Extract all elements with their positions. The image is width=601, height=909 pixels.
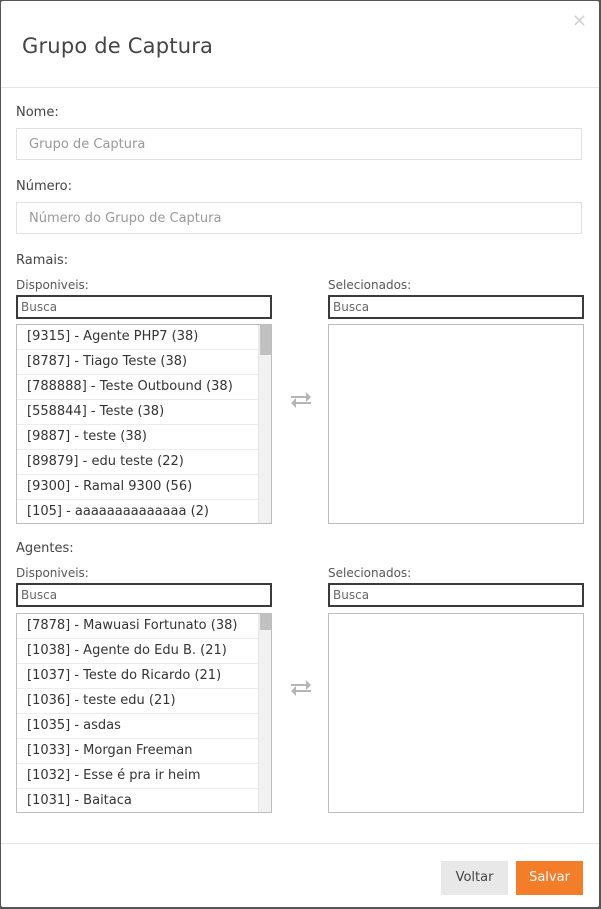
list-item[interactable]: [1038] - Agente do Edu B. (21) [17,639,258,664]
list-item[interactable]: [105] - aaaaaaaaaaaaaa (2) [17,500,258,524]
ramais-selected-list[interactable] [328,324,584,524]
list-item[interactable]: [1031] - Baitaca [17,789,258,813]
list-item[interactable]: [1032] - Esse é pra ir heim [17,764,258,789]
list-item[interactable]: [1035] - asdas [17,714,258,739]
modal-dialog [1,1,599,907]
numero-input[interactable] [16,202,582,234]
close-icon[interactable]: × [571,10,587,31]
swap-arrows-icon[interactable] [289,390,313,410]
list-item[interactable]: [7878] - Mawuasi Fortunato (38) [17,614,258,639]
ramais-selected-search[interactable] [328,295,584,319]
list-item[interactable]: [1036] - teste edu (21) [17,689,258,714]
agentes-available-list[interactable] [16,613,272,813]
modal-footer [1,843,599,908]
ramais-available-list[interactable] [16,324,272,524]
list-item[interactable]: [788888] - Teste Outbound (38) [17,375,258,400]
ramais-label: Ramais: [16,253,69,268]
list-item[interactable]: [9300] - Ramal 9300 (56) [17,475,258,500]
nome-label: Nome: [16,105,59,120]
agentes-scroll-thumb[interactable] [260,614,271,630]
swap-arrows-icon[interactable] [289,678,313,698]
back-button[interactable]: Voltar [441,861,508,895]
list-item[interactable]: [8787] - Tiago Teste (38) [17,350,258,375]
agentes-available-search[interactable] [16,583,272,607]
agentes-label: Agentes: [16,541,74,556]
list-item[interactable]: [558844] - Teste (38) [17,400,258,425]
ramais-selected-label: Selecionados: [328,278,412,292]
numero-label: Número: [16,179,73,194]
list-item[interactable]: [9315] - Agente PHP7 (38) [17,325,258,350]
agentes-selected-list[interactable] [328,613,584,813]
agentes-selected-label: Selecionados: [328,566,412,580]
ramais-scroll-thumb[interactable] [260,325,271,355]
save-button[interactable]: Salvar [516,861,583,895]
ramais-available-items [17,325,258,524]
agentes-available-label: Disponiveis: [16,566,89,580]
modal-header [1,1,599,88]
ramais-available-label: Disponiveis: [16,278,89,292]
agentes-available-items [17,614,258,813]
agentes-selected-search[interactable] [328,583,584,607]
page-title: Grupo de Captura [22,34,214,58]
list-item[interactable]: [1033] - Morgan Freeman [17,739,258,764]
ramais-scrollbar[interactable] [258,325,271,523]
ramais-available-search[interactable] [16,295,272,319]
list-item[interactable]: [1037] - Teste do Ricardo (21) [17,664,258,689]
nome-input[interactable] [16,128,582,160]
list-item[interactable]: [89879] - edu teste (22) [17,450,258,475]
list-item[interactable]: [9887] - teste (38) [17,425,258,450]
agentes-scrollbar[interactable] [258,614,271,812]
